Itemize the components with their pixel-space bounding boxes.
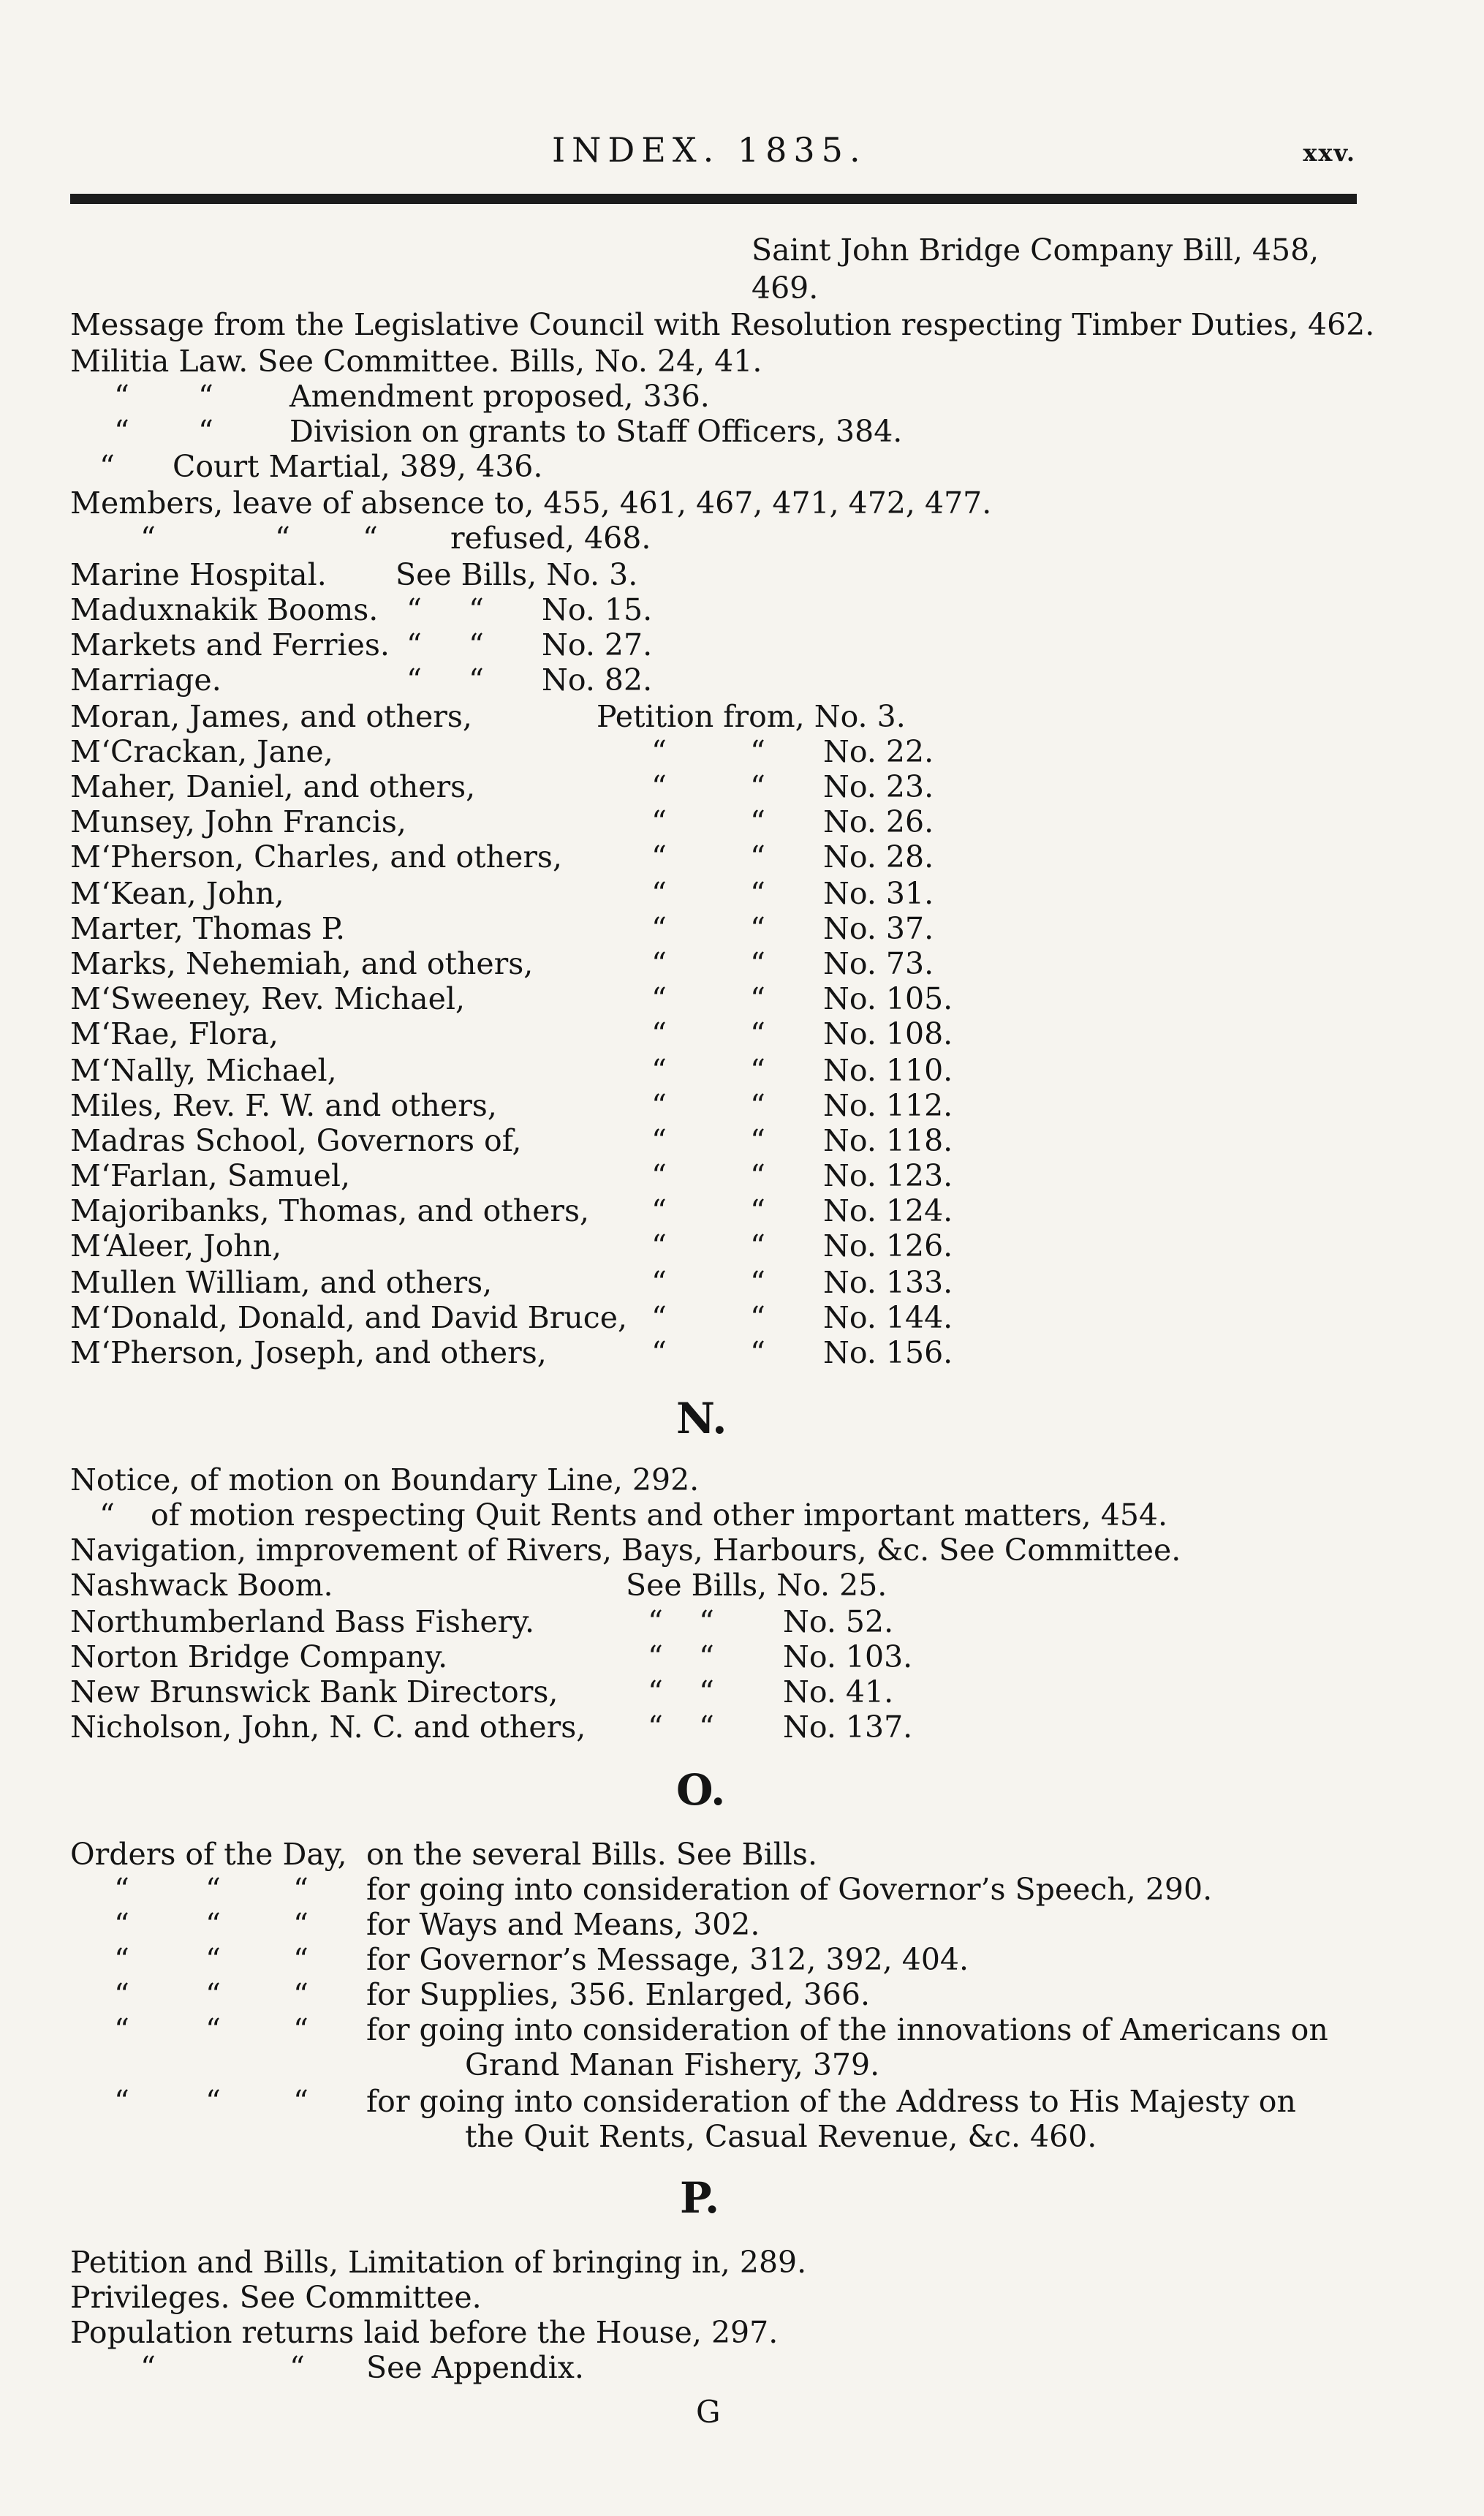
entry-text: Marine Hospital. (70, 557, 327, 592)
entry-text: “ (469, 662, 484, 698)
entry-text: “ (699, 1639, 714, 1674)
entry-text: “ (275, 521, 290, 556)
entry-text: Amendment proposed, 336. (289, 379, 710, 414)
entry-text: “ (648, 1639, 663, 1674)
entry-text: No. 144. (823, 1300, 953, 1335)
entry-text: M‘Nally, Michael, (70, 1053, 337, 1088)
entry-text: No. 108. (823, 1016, 953, 1051)
entry-text: for going into consideration of the innovations of Americans on (366, 2012, 1328, 2047)
entry-text: Marter, Thomas P. (70, 911, 346, 946)
entry-text: “ (205, 2084, 221, 2119)
entry-text: Division on grants to Staff Officers, 384. (289, 414, 903, 449)
entry-text: Miles, Rev. F. W. and others, (70, 1088, 497, 1123)
entry-text: “ (750, 1300, 765, 1335)
entry-text: “ (114, 1977, 129, 2012)
entry-text: “ (651, 911, 667, 946)
entry-text: Markets and Ferries. (70, 627, 390, 662)
entry-text: Grand Manan Fishery, 379. (465, 2047, 880, 2082)
entry-text: for going into consideration of Governor’s Speech, 290. (366, 1872, 1213, 1907)
entry-text: “ (205, 1907, 221, 1942)
entry-text: “ (750, 1265, 765, 1300)
entry-text: “ (651, 1016, 667, 1051)
entry-text: M‘Crackan, Jane, (70, 734, 333, 769)
entry-text: “ (648, 1710, 663, 1745)
entry-text: “ (651, 946, 667, 981)
entry-text: “ (750, 946, 765, 981)
entry-text: “ (406, 627, 422, 662)
entry-text: No. 27. (542, 627, 653, 662)
entry-text: “ (750, 734, 765, 769)
entry-text: Petition and Bills, Limitation of bringing in, 289. (70, 2245, 807, 2280)
entry-text: “ (750, 876, 765, 911)
entry-text: M‘Aleer, John, (70, 1228, 282, 1263)
entry-text: “ (140, 521, 156, 556)
section-letter: P. (680, 2173, 720, 2223)
entry-text: “ (750, 1228, 765, 1263)
entry-text: Notice, of motion on Boundary Line, 292. (70, 1462, 700, 1497)
entry-text: “ (651, 734, 667, 769)
entry-text: No. 23. (823, 769, 934, 804)
entry-text: “ (651, 804, 667, 839)
entry-text: “ (651, 1228, 667, 1263)
entry-text: Court Martial, 389, 436. (173, 449, 543, 484)
header-rule (70, 194, 1357, 204)
page-header (0, 130, 1484, 181)
entry-text: “ (205, 1942, 221, 1977)
entry-text: “ (750, 911, 765, 946)
entry-text: No. 52. (783, 1604, 894, 1639)
entry-text: Madras School, Governors of, (70, 1123, 522, 1158)
entry-text: Navigation, improvement of Rivers, Bays, Harbours, &c. See Committee. (70, 1533, 1181, 1568)
entry-text: Majoribanks, Thomas, and others, (70, 1193, 590, 1228)
entry-text: No. 31. (823, 876, 934, 911)
entry-text: Petition from, No. 3. (597, 699, 906, 734)
entry-text: “ (750, 839, 765, 874)
entry-text: Saint John Bridge Company Bill, 458, (752, 233, 1320, 268)
page-title: INDEX. 1835. (552, 130, 867, 170)
entry-text: “ (699, 1710, 714, 1745)
entry-text: Maduxnakik Booms. (70, 592, 379, 627)
entry-text: “ (651, 1123, 667, 1158)
entry-text: “ (651, 1193, 667, 1228)
entry-text: “ (651, 1265, 667, 1300)
entry-text: “ (140, 2350, 156, 2385)
entry-text: Nicholson, John, N. C. and others, (70, 1710, 586, 1745)
entry-text: on the several Bills. See Bills. (366, 1837, 817, 1872)
entry-text: M‘Farlan, Samuel, (70, 1158, 350, 1193)
entry-text: Marriage. (70, 662, 222, 698)
entry-text: “ (750, 1016, 765, 1051)
entry-text: No. 28. (823, 839, 934, 874)
entry-text: New Brunswick Bank Directors, (70, 1674, 559, 1710)
entry-text: Privileges. See Committee. (70, 2280, 482, 2315)
entry-text: “ (750, 1193, 765, 1228)
entry-text: Marks, Nehemiah, and others, (70, 946, 534, 981)
entry-text: Members, leave of absence to, 455, 461, 467, 471, 472, 477. (70, 486, 992, 521)
entry-text: “ (648, 1604, 663, 1639)
entry-text: “ (293, 1907, 308, 1942)
entry-text: “ (114, 379, 129, 414)
entry-text: No. 156. (823, 1335, 953, 1370)
entry-text: See Bills, No. 3. (395, 557, 638, 592)
entry-text: “ (648, 1674, 663, 1710)
entry-text: “ (651, 1053, 667, 1088)
entry-text: “ (651, 1300, 667, 1335)
entry-text: “ (406, 662, 422, 698)
entry-text: “ (651, 769, 667, 804)
entry-text: M‘Donald, Donald, and David Bruce, (70, 1300, 628, 1335)
entry-text: See Appendix. (366, 2350, 584, 2385)
entry-text: “ (750, 1335, 765, 1370)
entry-text: “ (114, 414, 129, 449)
entry-text: No. 112. (823, 1088, 953, 1123)
entry-text: “ (293, 2012, 308, 2047)
entry-text: “ (469, 627, 484, 662)
entry-text: No. 82. (542, 662, 653, 698)
entry-text: “ (293, 1942, 308, 1977)
section-letter: N. (676, 1394, 727, 1443)
entry-text: “ (699, 1604, 714, 1639)
entry-text: “ (114, 2012, 129, 2047)
entry-text: “ (293, 1977, 308, 2012)
entry-text: refused, 468. (450, 521, 651, 556)
page-number: xxv. (1303, 139, 1356, 167)
entry-text: No. 110. (823, 1053, 953, 1088)
entry-text: Northumberland Bass Fishery. (70, 1604, 534, 1639)
entry-text: “ (750, 804, 765, 839)
entry-text: “ (293, 2084, 308, 2119)
entry-text: “ (198, 379, 213, 414)
entry-text: “ (99, 1497, 115, 1533)
entry-text: Nashwack Boom. (70, 1568, 333, 1603)
entry-text: No. 133. (823, 1265, 953, 1300)
entry-text: No. 118. (823, 1123, 953, 1158)
entry-text: “ (651, 1158, 667, 1193)
entry-text: “ (205, 1977, 221, 2012)
entry-text: No. 103. (783, 1639, 913, 1674)
entry-text: Population returns laid before the House, 297. (70, 2315, 779, 2350)
entry-text: “ (651, 839, 667, 874)
entry-text: No. 124. (823, 1193, 953, 1228)
entry-text: “ (205, 2012, 221, 2047)
entry-text: “ (750, 1158, 765, 1193)
entry-text: “ (750, 1123, 765, 1158)
entry-text: No. 123. (823, 1158, 953, 1193)
entry-text: No. 37. (823, 911, 934, 946)
entry-text: “ (363, 521, 378, 556)
entry-text: “ (651, 1335, 667, 1370)
entry-text: No. 137. (783, 1710, 913, 1745)
entry-text: “ (293, 1872, 308, 1907)
entry-text: “ (406, 592, 422, 627)
signature-mark: G (696, 2394, 721, 2430)
entry-text: “ (114, 1907, 129, 1942)
entry-text: 469. (752, 271, 819, 306)
entry-text: “ (114, 1942, 129, 1977)
entry-text: “ (651, 1088, 667, 1123)
entry-text: “ (205, 1872, 221, 1907)
entry-text: for going into consideration of the Address to His Majesty on (366, 2084, 1296, 2119)
entry-text: of motion respecting Quit Rents and other important matters, 454. (151, 1497, 1168, 1533)
entry-text: M‘Sweeney, Rev. Michael, (70, 981, 465, 1016)
entry-text: No. 73. (823, 946, 934, 981)
entry-text: M‘Pherson, Joseph, and others, (70, 1335, 547, 1370)
entry-text: Mullen William, and others, (70, 1265, 493, 1300)
entry-text: Norton Bridge Company. (70, 1639, 448, 1674)
entry-text: Munsey, John Francis, (70, 804, 406, 839)
section-letter: O. (676, 1765, 726, 1815)
entry-text: “ (651, 981, 667, 1016)
entry-text: “ (198, 414, 213, 449)
entry-text: No. 41. (783, 1674, 894, 1710)
entry-text: “ (114, 2084, 129, 2119)
entry-text: “ (99, 449, 115, 484)
entry-text: for Ways and Means, 302. (366, 1907, 760, 1942)
entry-text: Message from the Legislative Council with Resolution respecting Timber Duties, 462. (70, 307, 1375, 342)
entry-text: No. 26. (823, 804, 934, 839)
entry-text: “ (750, 981, 765, 1016)
entry-text: Maher, Daniel, and others, (70, 769, 476, 804)
entry-text: See Bills, No. 25. (626, 1568, 887, 1603)
entry-text: M‘Pherson, Charles, and others, (70, 839, 562, 874)
entry-text: Militia Law. See Committee. Bills, No. 24, 41. (70, 344, 762, 379)
entry-text: “ (750, 769, 765, 804)
entry-text: “ (699, 1674, 714, 1710)
entry-text: “ (750, 1088, 765, 1123)
entry-text: M‘Rae, Flora, (70, 1016, 279, 1051)
entry-text: Orders of the Day, (70, 1837, 347, 1872)
entry-text: No. 22. (823, 734, 934, 769)
entry-text: for Governor’s Message, 312, 392, 404. (366, 1942, 969, 1977)
entry-text: “ (469, 592, 484, 627)
entry-text: “ (114, 1872, 129, 1907)
entry-text: “ (289, 2350, 305, 2385)
entry-text: No. 105. (823, 981, 953, 1016)
entry-text: M‘Kean, John, (70, 876, 284, 911)
entry-text: No. 15. (542, 592, 653, 627)
entry-text: “ (651, 876, 667, 911)
entry-text: Moran, James, and others, (70, 699, 472, 734)
entry-text: the Quit Rents, Casual Revenue, &c. 460. (465, 2119, 1097, 2154)
entry-text: No. 126. (823, 1228, 953, 1263)
entry-text: “ (750, 1053, 765, 1088)
entry-text: for Supplies, 356. Enlarged, 366. (366, 1977, 870, 2012)
